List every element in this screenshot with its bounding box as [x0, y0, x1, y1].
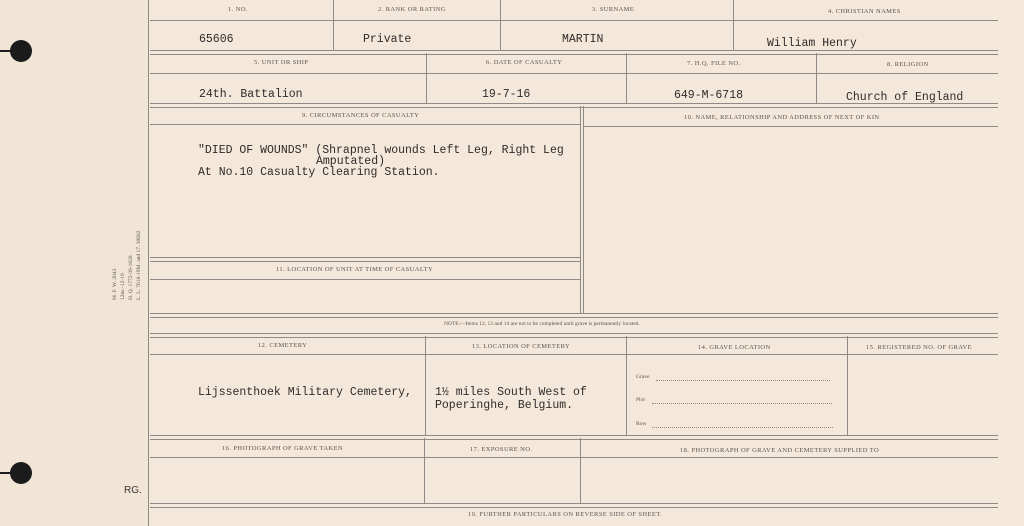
label-photo-taken: 16. PHOTOGRAPH OF GRAVE TAKEN	[222, 445, 344, 452]
label-surname: 3. SURNAME	[592, 6, 635, 13]
punch-hole-bottom	[10, 462, 32, 484]
value-hq: 649-M-6718	[674, 89, 744, 102]
rg-mark: RG.	[124, 485, 142, 496]
value-christian: William Henry	[767, 37, 857, 50]
label-location-cemetery: 13. LOCATION OF CEMETERY	[472, 343, 571, 350]
label-unit: 5. UNIT OR SHIP	[254, 59, 309, 66]
label-no: 1. NO.	[228, 6, 248, 13]
value-circumstances-line2: Amputated)	[316, 155, 386, 168]
side-print-line1: M. F. W. 2043	[112, 268, 118, 300]
value-religion: Church of England	[846, 91, 964, 104]
label-rank: 2. RANK OR RATING	[378, 6, 446, 13]
label-christian: 4. CHRISTIAN NAMES	[828, 8, 901, 15]
label-cemetery: 12. CEMETERY	[258, 342, 308, 349]
value-circumstances-line1: "DIED OF WOUNDS" (Shrapnel wounds Left Leg, Right Leg	[198, 144, 564, 157]
value-cemetery: Lijssenthoek Military Cemetery,	[198, 386, 412, 399]
value-surname: MARTIN	[562, 33, 604, 46]
value-date: 19-7-16	[482, 88, 531, 101]
label-location-unit: 11. LOCATION OF UNIT AT TIME OF CASUALTY	[276, 266, 434, 273]
side-print-line2: 12m.–12-19	[120, 273, 126, 300]
plot-field-label: Plot	[636, 397, 645, 403]
side-print-line3: H. Q. 1772-39-1628	[128, 255, 134, 300]
label-circumstances: 9. CIRCUMSTANCES OF CASUALTY	[302, 112, 420, 119]
value-no: 65606	[199, 33, 234, 46]
label-religion: 8. RELIGION	[887, 61, 929, 68]
label-date: 6. DATE OF CASUALTY	[486, 59, 563, 66]
label-exposure: 17. EXPOSURE NO.	[470, 446, 533, 453]
value-unit: 24th. Battalion	[199, 88, 303, 101]
label-hq: 7. H.Q. FILE NO.	[687, 60, 741, 67]
label-next-of-kin: 10. NAME, RELATIONSHIP AND ADDRESS OF NEXT OF KIN	[684, 114, 880, 121]
value-circumstances-line3: At No.10 Casualty Clearing Station.	[198, 166, 440, 179]
label-grave-location: 14. GRAVE LOCATION	[698, 344, 771, 351]
side-print-line4: L. L. 7618-19M. and 17. 30682	[136, 230, 142, 300]
punch-hole-top	[10, 40, 32, 62]
form-left-border	[148, 0, 149, 526]
value-location-cemetery-line1: 1½ miles South West of	[435, 386, 587, 399]
label-registered: 15. REGISTERED NO. OF GRAVE	[866, 344, 973, 351]
row1-bottom-line	[150, 50, 998, 55]
row1-header-line	[150, 20, 998, 21]
side-print	[103, 220, 145, 300]
value-rank: Private	[363, 33, 412, 46]
value-location-cemetery-line2: Poperinghe, Belgium.	[435, 399, 574, 412]
label-further-particulars: 19. FURTHER PARTICULARS ON REVERSE SIDE OF SHEET.	[468, 511, 663, 518]
row-field-label: Row	[636, 421, 647, 427]
grave-field-label: Grave	[636, 374, 650, 380]
note-text: NOTE:—Items 12, 13 and 14 are not to be completed until grave is permanently located.	[444, 321, 640, 327]
label-photo-supplied: 18. PHOTOGRAPH OF GRAVE AND CEMETERY SUPPLIED TO	[680, 447, 880, 454]
